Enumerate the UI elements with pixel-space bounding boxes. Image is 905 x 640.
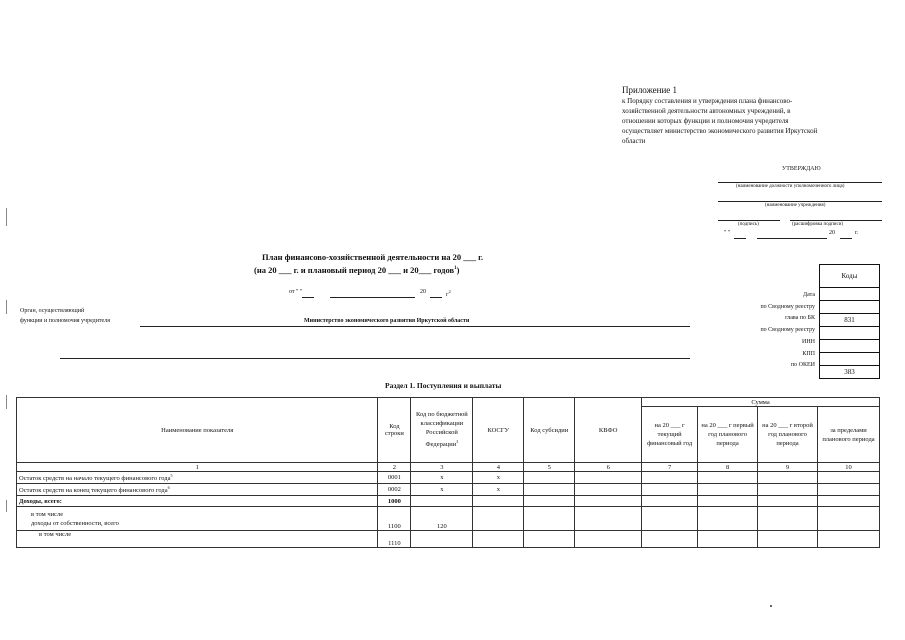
header-bk (411, 398, 473, 463)
plan-title-line1: План финансово-хозяйственной деятельности на 20 ___ г. (262, 252, 484, 262)
scan-edge-mark (6, 395, 7, 409)
row-name (17, 484, 378, 496)
row-kosgu (473, 531, 524, 548)
appendix-line: к Порядку составления и утверждения плана финансово- (622, 97, 793, 105)
row-cell (524, 484, 575, 496)
receipts-payments-table (16, 397, 880, 548)
scan-edge-mark (6, 300, 7, 314)
plan-date-footnote: 2 (448, 289, 451, 294)
institution-caption: (наименование учреждения) (765, 203, 826, 208)
row-cell (758, 484, 818, 496)
row-kosgu (473, 507, 524, 531)
table-row (17, 507, 880, 531)
row-cell (642, 507, 698, 531)
row-bk: x (411, 472, 473, 484)
code-cell-inn (820, 340, 880, 353)
sign-line (718, 220, 780, 221)
plan-title-footnote: 1 (454, 266, 457, 272)
row-cell (642, 496, 698, 507)
row-code: 1110 (378, 531, 411, 548)
row-cell (575, 531, 642, 548)
approve-date-year: 20 (829, 230, 835, 236)
column-number: 2 (378, 463, 411, 472)
row-kosgu (473, 496, 524, 507)
appendix-line: области (622, 137, 646, 145)
row-cell (524, 472, 575, 484)
plan-date-g (446, 289, 451, 298)
row-name: Доходы, всего: (17, 496, 378, 507)
appendix-text (622, 96, 892, 146)
column-number: 3 (411, 463, 473, 472)
row-kosgu: x (473, 472, 524, 484)
header-bk-text: Код по бюджетной классификации Российской Федерации (415, 411, 468, 449)
row-cell (758, 507, 818, 531)
header-subsidy: Код субсидии (524, 398, 575, 463)
row-cell (524, 496, 575, 507)
row-cell (575, 472, 642, 484)
row-name-prefix: в том числе (39, 531, 72, 538)
code-cell-okei: 383 (820, 366, 880, 379)
row-bk (411, 496, 473, 507)
column-number: 8 (698, 463, 758, 472)
plan-date-from: от " " (289, 289, 303, 295)
row-cell (698, 496, 758, 507)
code-label-okei: по ОКЕИ (790, 362, 815, 369)
row-code: 1100 (378, 507, 411, 531)
row-code: 0002 (378, 484, 411, 496)
header-kvfo: КВФО (575, 398, 642, 463)
org-name-line (140, 326, 690, 327)
row-cell (642, 472, 698, 484)
plan-title-line2: (на 20 ___ г. и плановый период 20 ___ и 20___ годов$^1$) (254, 265, 460, 275)
row-cell (758, 531, 818, 548)
row-bk: 120 (411, 507, 473, 531)
blank-line (60, 358, 690, 359)
decode-caption: (расшифровка подписи) (792, 222, 844, 227)
header-code: Код строки (378, 398, 411, 463)
row-code: 1000 (378, 496, 411, 507)
section-title: Раздел 1. Поступления и выплаты (385, 381, 502, 390)
header-first-year: на 20 ___ г первый год планового периода (698, 407, 758, 463)
row-name-prefix: в том числе (31, 510, 64, 518)
plan-date-year: 20 (420, 289, 426, 295)
row-bk: x (411, 484, 473, 496)
code-cell-registry (820, 301, 880, 314)
row-cell (817, 496, 879, 507)
column-number: 5 (524, 463, 575, 472)
column-number: 10 (817, 463, 879, 472)
decode-line (790, 220, 882, 221)
scan-edge-mark (6, 500, 7, 512)
institution-line (718, 201, 882, 202)
header-sum: Сумма (642, 398, 880, 407)
row-cell (817, 484, 879, 496)
approve-title: УТВЕРЖДАЮ (782, 166, 821, 172)
header-beyond: за пределами планового периода (817, 407, 879, 463)
approve-month-line (757, 238, 827, 239)
code-label-registry-2: по Сводному реестру (760, 327, 815, 334)
code-cell-registry-2 (820, 327, 880, 340)
header-name: Наименование показателя (17, 398, 378, 463)
appendix-line: хозяйственной деятельности автономных учреждений, в (622, 107, 791, 115)
row-cell (817, 531, 879, 548)
scan-dot (770, 605, 772, 607)
org-name: Министерство экономического развития Иркутской области (304, 318, 470, 324)
code-label-registry: по Сводному реестру (760, 303, 815, 310)
plan-title-line2-text: (на 20 ___ г. и плановый период 20 ___ и 20___ годов (254, 265, 455, 275)
org-label-line1: Орган, осуществляющий (20, 308, 85, 314)
row-cell (642, 531, 698, 548)
position-line (718, 182, 882, 183)
code-cell-date (820, 288, 880, 301)
appendix-block (622, 85, 892, 146)
row-cell (575, 484, 642, 496)
plan-year-line (430, 297, 442, 298)
row-cell (524, 507, 575, 531)
row-name-text: доходы от собственности, всего (31, 519, 119, 527)
appendix-title: Приложение 1 (622, 85, 678, 95)
row-cell (698, 531, 758, 548)
row-cell (817, 472, 879, 484)
code-cell-bk-chapter: 831 (820, 314, 880, 327)
header-second-year: на 20 ___ г второй год планового периода (758, 407, 818, 463)
row-cell (642, 484, 698, 496)
table-row (17, 531, 880, 548)
header-kosgu: КОСГУ (473, 398, 524, 463)
column-number: 7 (642, 463, 698, 472)
plan-month-line (330, 297, 415, 298)
row-cell (758, 472, 818, 484)
position-caption: (наименование должности уполномоченного лица) (736, 184, 845, 189)
row-kosgu: x (473, 484, 524, 496)
row-bk (411, 531, 473, 548)
approve-date-g: г. (855, 230, 859, 236)
row-name (17, 531, 378, 548)
code-label-date: Дата (803, 292, 815, 298)
row-footnote: 6 (167, 484, 170, 490)
plan-day-line (302, 297, 314, 298)
codes-table (819, 264, 880, 379)
scan-edge-mark (6, 208, 7, 226)
row-cell (698, 507, 758, 531)
code-labels (760, 290, 815, 372)
row-cell (758, 496, 818, 507)
code-label-kpp: КПП (802, 350, 815, 357)
row-cell (817, 507, 879, 531)
row-code: 0001 (378, 472, 411, 484)
row-name (17, 472, 378, 484)
row-cell (698, 472, 758, 484)
approve-day-line (734, 238, 746, 239)
row-name-text: Остаток средств на начало текущего финансового года (19, 475, 171, 483)
table-row (17, 484, 880, 496)
header-bk-footnote: 3 (456, 439, 459, 445)
row-cell (575, 496, 642, 507)
column-number: 4 (473, 463, 524, 472)
row-footnote: 5 (170, 472, 173, 478)
approve-date-quote: " " (724, 230, 731, 236)
row-cell (575, 507, 642, 531)
appendix-line: осуществляет министерство экономического развития Иркутской (622, 127, 818, 135)
table-row (17, 496, 880, 507)
row-name (17, 507, 378, 531)
header-current-year: на 20 ___ г текущий финансовый год (642, 407, 698, 463)
sign-caption: (подпись) (738, 222, 759, 227)
code-label-inn: ИНН (802, 338, 815, 345)
org-label-line2: функции и полномочия учредителя (20, 318, 110, 324)
column-numbers-row (17, 463, 880, 472)
code-label-bk-chapter: глава по БК (785, 315, 815, 322)
column-number: 6 (575, 463, 642, 472)
code-cell-kpp (820, 353, 880, 366)
plan-date-g-text: г (446, 292, 449, 298)
column-number: 9 (758, 463, 818, 472)
column-number: 1 (17, 463, 378, 472)
row-cell (698, 484, 758, 496)
row-cell (524, 531, 575, 548)
approve-year-line (840, 238, 852, 239)
appendix-line: отношении которых функции и полномочия учредителя (622, 117, 789, 125)
table-row (17, 472, 880, 484)
row-name-text: Остаток средств на конец текущего финансового года (19, 487, 168, 495)
codes-header: Коды (820, 265, 880, 288)
